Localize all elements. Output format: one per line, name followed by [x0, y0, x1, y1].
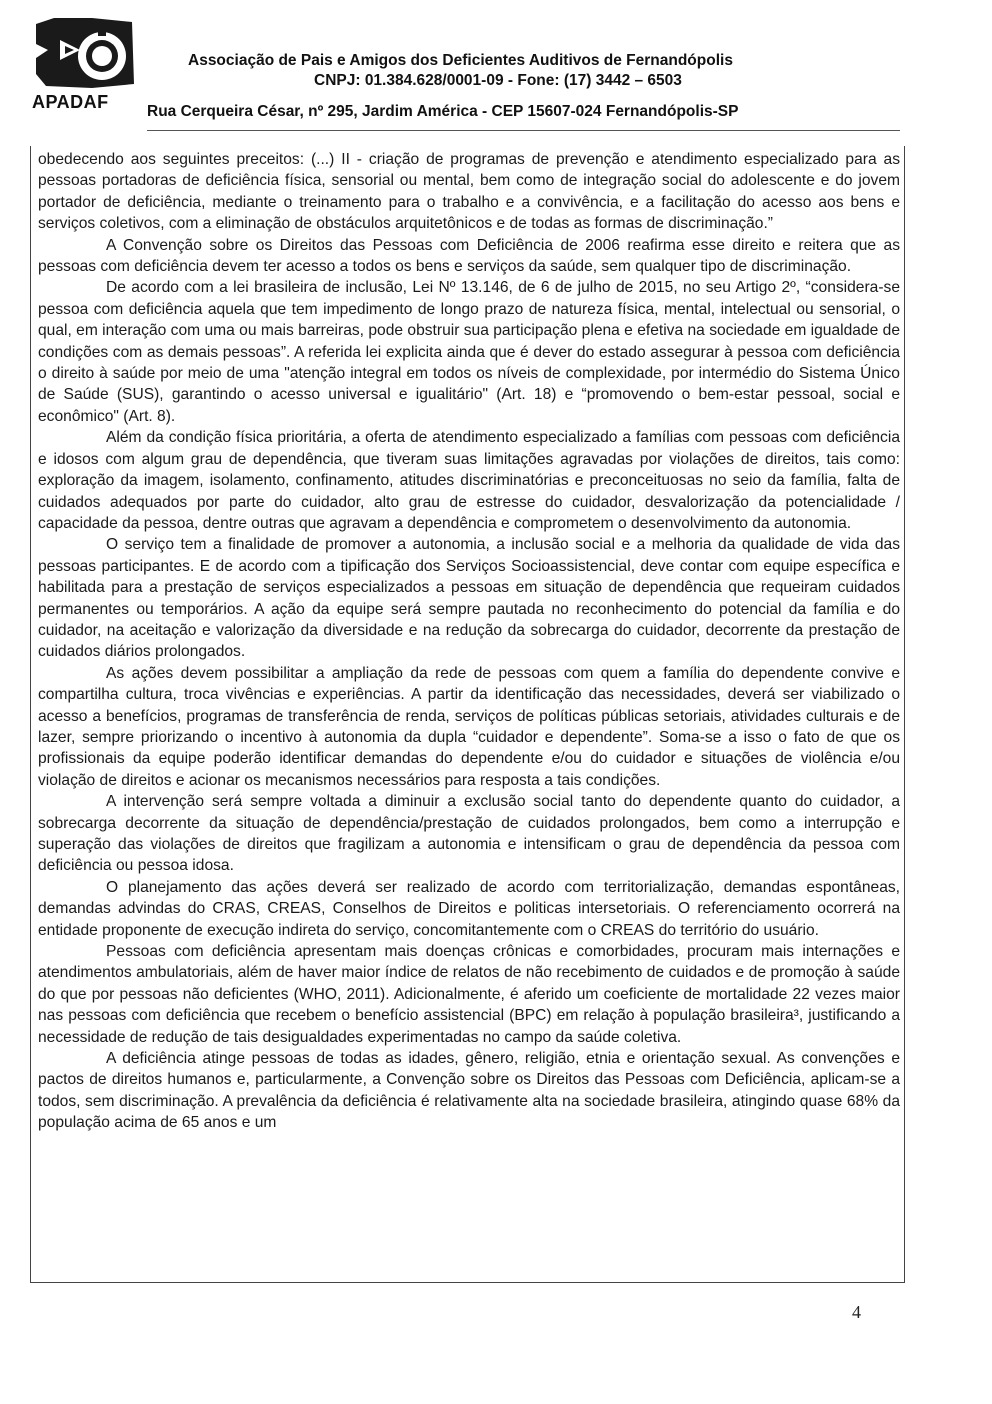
paragraph: O planejamento das ações deverá ser realizado de acordo com territorialização, demandas espontâneas, demandas advindas do CRAS, CREAS, Conselhos de Direitos e politicas intersetoriais. O referenciamento ocorrerá na entidade proponente de execução indireta do serviço, concomitantemente com o CREAS do território do usuário. — [38, 878, 900, 939]
apadaf-logo — [32, 14, 137, 114]
paragraph: O serviço tem a finalidade de promover a autonomia, a inclusão social e a melhoria da qualidade de vida das pessoas participantes. E de acordo com a tipificação dos Serviços Socioassistencial, deve contar com equipe específica e habilitada para a prestação de serviços especializados a pessoas em situação de dependência que requeiram cuidados permanentes ou temporários. A ação da equipe será sempre pautada no reconhecimento do potencial da família e do cuidador, na aceitação e valorização da diversidade e na redução da sobrecarga do cuidador, decorrente da prestação de cuidados diários prolongados. — [38, 536, 900, 661]
cnpj-phone: CNPJ: 01.384.628/0001-09 - Fone: (17) 3442 – 6503 — [314, 72, 682, 89]
paragraph: A Convenção sobre os Direitos das Pessoas com Deficiência de 2006 reafirma esse direito e reitera que as pessoas com deficiência devem ter acesso a todos os bens e serviços da saúde, sem qualquer tipo de discriminação. — [38, 236, 900, 276]
paragraph: As ações devem possibilitar a ampliação da rede de pessoas com quem a família do dependente convive e compartilha cultura, troca vivências e experiências. A partir da identificação das necessidades, deverá ser viabilizado o acesso a benefícios, programas de transferência de renda, serviços de políticas públicas setoriais, atividades culturais e de lazer, sempre priorizando o incentivo à autonomia da dupla “cuidador e dependente”. Soma-se a isso o fato de que os profissionais da equipe poderão identificar demandas do dependente e/ou do cuidador e situações de violência e/ou violação de direitos e acionar os mecanismos necessários para resposta a tais condições. — [38, 664, 900, 789]
organization-name: Associação de Pais e Amigos dos Deficientes Auditivos de Fernandópolis — [188, 52, 733, 69]
header-divider — [147, 130, 900, 131]
paragraph: Pessoas com deficiência apresentam mais doenças crônicas e comorbidades, procuram mais internações e atendimentos ambulatoriais, além de haver maior índice de relatos de não recebimento de cuidados e de promoção à saúde do que por pessoas não deficientes (WHO, 2011). Adicionalmente, é aferido um coeficiente de mortalidade 22 vezes maior nas pessoas com deficiência que recebem o benefício assistencial (BPC) em relação à população brasileira³, justificando a necessidade de redução de tais desigualdades experimentadas no campo da saúde coletiva. — [38, 943, 900, 1046]
page-number: 4 — [852, 1302, 861, 1322]
paragraph: A intervenção será sempre voltada a diminuir a exclusão social tanto do dependente quanto do cuidador, a sobrecarga decorrente da situação de dependência/prestação de cuidados prolongados, bem como a interrupção e superação das violações de direitos que fragilizam a autonomia e intensificam o grau de dependência da pessoa com deficiência ou pessoa idosa. — [38, 793, 900, 875]
address-line: Rua Cerqueira César, nº 295, Jardim América - CEP 15607-024 Fernandópolis-SP — [147, 103, 739, 120]
ear-hand-icon — [32, 14, 137, 92]
paragraph: De acordo com a lei brasileira de inclusão, Lei Nº 13.146, de 6 de julho de 2015, no seu Artigo 2º, “considera-se pessoa com deficiência aquela que tem impedimento de longo prazo de natureza física, mental, intelectual ou sensorial, o qual, em interação com uma ou mais barreiras, pode obstruir sua participação plena e efetiva na sociedade em igualdade de condições com as demais pessoas”. A referida lei explicita ainda que é dever do estado assegurar à pessoa com deficiência o direito à saúde por meio de uma "atenção integral em todos os níveis de complexidade, por intermédio do Sistema Único de Saúde (SUS), garantindo o acesso universal e igualitário" (Art. 18) e “promovendo o bem-estar pessoal, social e econômico" (Art. 8). — [38, 279, 900, 425]
paragraph: Além da condição física prioritária, a oferta de atendimento especializado a famílias com pessoas com deficiência e idosos com algum grau de dependência, que tiveram suas limitações agravadas por violações de direitos, tais como: exploração da imagem, isolamento, confinamento, atitudes discriminatórias e preconceituosas no seio da família, falta de cuidados adequados por parte do cuidador, alto grau de estresse do cuidador, desvalorização da potencialidade / capacidade da pessoa, dentre outras que agravam a dependência e comprometem o desenvolvimento da autonomia. — [38, 429, 900, 532]
paragraph: obedecendo aos seguintes preceitos: (...) II - criação de programas de prevenção e atendimento especializado para as pessoas portadoras de deficiência física, sensorial ou mental, bem como de integração social do adolescente e do jovem portador de deficiência, mediante o treinamento para o trabalho e a convivência, e a facilitação do acesso aos bens e serviços coletivos, com a eliminação de obstáculos arquitetônicos e de todas as formas de discriminação.” — [38, 151, 900, 233]
document-body — [38, 149, 900, 1134]
paragraph: A deficiência atinge pessoas de todas as idades, gênero, religião, etnia e orientação sexual. As convenções e pactos de direitos humanos e, particularmente, a Convenção sobre os Direitos das Pessoas com Deficiência, aplicam-se a todos, sem discriminação. A prevalência da deficiência é relativamente alta na sociedade brasileira, atingindo quase 68% da população acima de 65 anos e um — [38, 1050, 900, 1132]
logo-text: APADAF — [32, 92, 109, 112]
